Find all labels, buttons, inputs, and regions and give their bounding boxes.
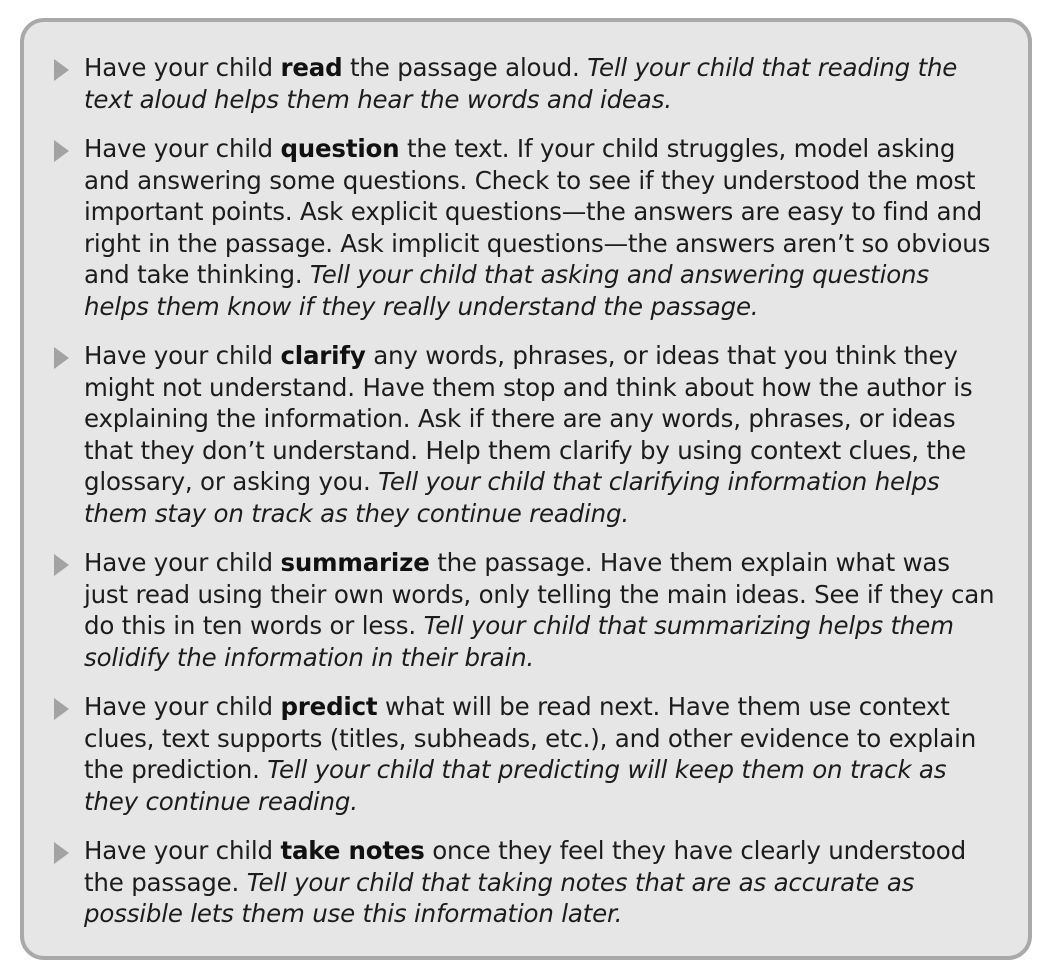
- triangle-right-icon: [54, 347, 69, 369]
- strategy-body: the passage. Have them explain what was just read using their own words, only telling the main ideas. See if they can do this in ten words or less.: [84, 548, 995, 640]
- strategy-lead: Have your child: [84, 836, 281, 865]
- strategy-text: [84, 835, 996, 930]
- triangle-right-icon: [54, 698, 69, 720]
- strategy-body: the text. If your child struggles, model asking and answering some questions. Check to see if they understood the most important points. Ask explicit questions—the answers are easy to find and right in the passage. Ask implicit questions—the answers aren’t so obvious and take thinking.: [84, 134, 991, 289]
- strategy-body: the passage aloud.: [342, 53, 588, 82]
- strategy-tip: Tell your child that reading the text aloud helps them hear the words and ideas.: [84, 53, 958, 114]
- triangle-right-icon: [54, 59, 69, 81]
- strategy-tip: Tell your child that taking notes that are as accurate as possible lets them use this information later.: [84, 867, 915, 928]
- strategy-text: [84, 133, 996, 322]
- strategy-text: [84, 691, 996, 817]
- strategy-item-clarify: [52, 340, 996, 529]
- strategy-keyword: summarize: [280, 548, 430, 577]
- strategy-lead: Have your child: [84, 341, 281, 370]
- strategy-keyword: question: [280, 134, 400, 163]
- strategy-body: once they feel they have clearly understood the passage.: [84, 836, 966, 897]
- strategy-item-take-notes: [52, 835, 996, 930]
- triangle-right-icon: [54, 554, 69, 576]
- strategy-lead: Have your child: [84, 134, 281, 163]
- strategy-body: what will be read next. Have them use context clues, text supports (titles, subheads, etc.), and other evidence to explain the prediction.: [84, 692, 977, 784]
- strategy-list: [52, 52, 996, 948]
- strategy-body: any words, phrases, or ideas that you think they might not understand. Have them stop and think about how the author is explaining the information. Ask if there are any words, phrases, or ideas that they don’t understand. Help them clarify by using context clues, the glossary, or asking you.: [84, 341, 973, 496]
- strategy-item-summarize: [52, 547, 996, 673]
- strategy-lead: Have your child: [84, 53, 281, 82]
- strategy-tip: Tell your child that asking and answering questions helps them know if they really understand the passage.: [84, 260, 929, 321]
- strategy-tip: Tell your child that predicting will keep them on track as they continue reading.: [84, 755, 947, 816]
- strategy-item-question: [52, 133, 996, 322]
- strategy-keyword: read: [280, 53, 343, 82]
- strategy-tip: Tell your child that summarizing helps them solidify the information in their brain.: [84, 611, 954, 672]
- strategy-text: [84, 52, 996, 115]
- strategy-keyword: clarify: [280, 341, 366, 370]
- strategy-keyword: take notes: [280, 836, 425, 865]
- strategy-lead: Have your child: [84, 692, 281, 721]
- reading-strategies-panel: [20, 18, 1032, 960]
- strategy-keyword: predict: [280, 692, 378, 721]
- strategy-item-predict: [52, 691, 996, 817]
- strategy-item-read: [52, 52, 996, 115]
- strategy-text: [84, 547, 996, 673]
- strategy-tip: Tell your child that clarifying information helps them stay on track as they continue reading.: [84, 467, 940, 528]
- triangle-right-icon: [54, 842, 69, 864]
- strategy-text: [84, 340, 996, 529]
- triangle-right-icon: [54, 140, 69, 162]
- strategy-lead: Have your child: [84, 548, 281, 577]
